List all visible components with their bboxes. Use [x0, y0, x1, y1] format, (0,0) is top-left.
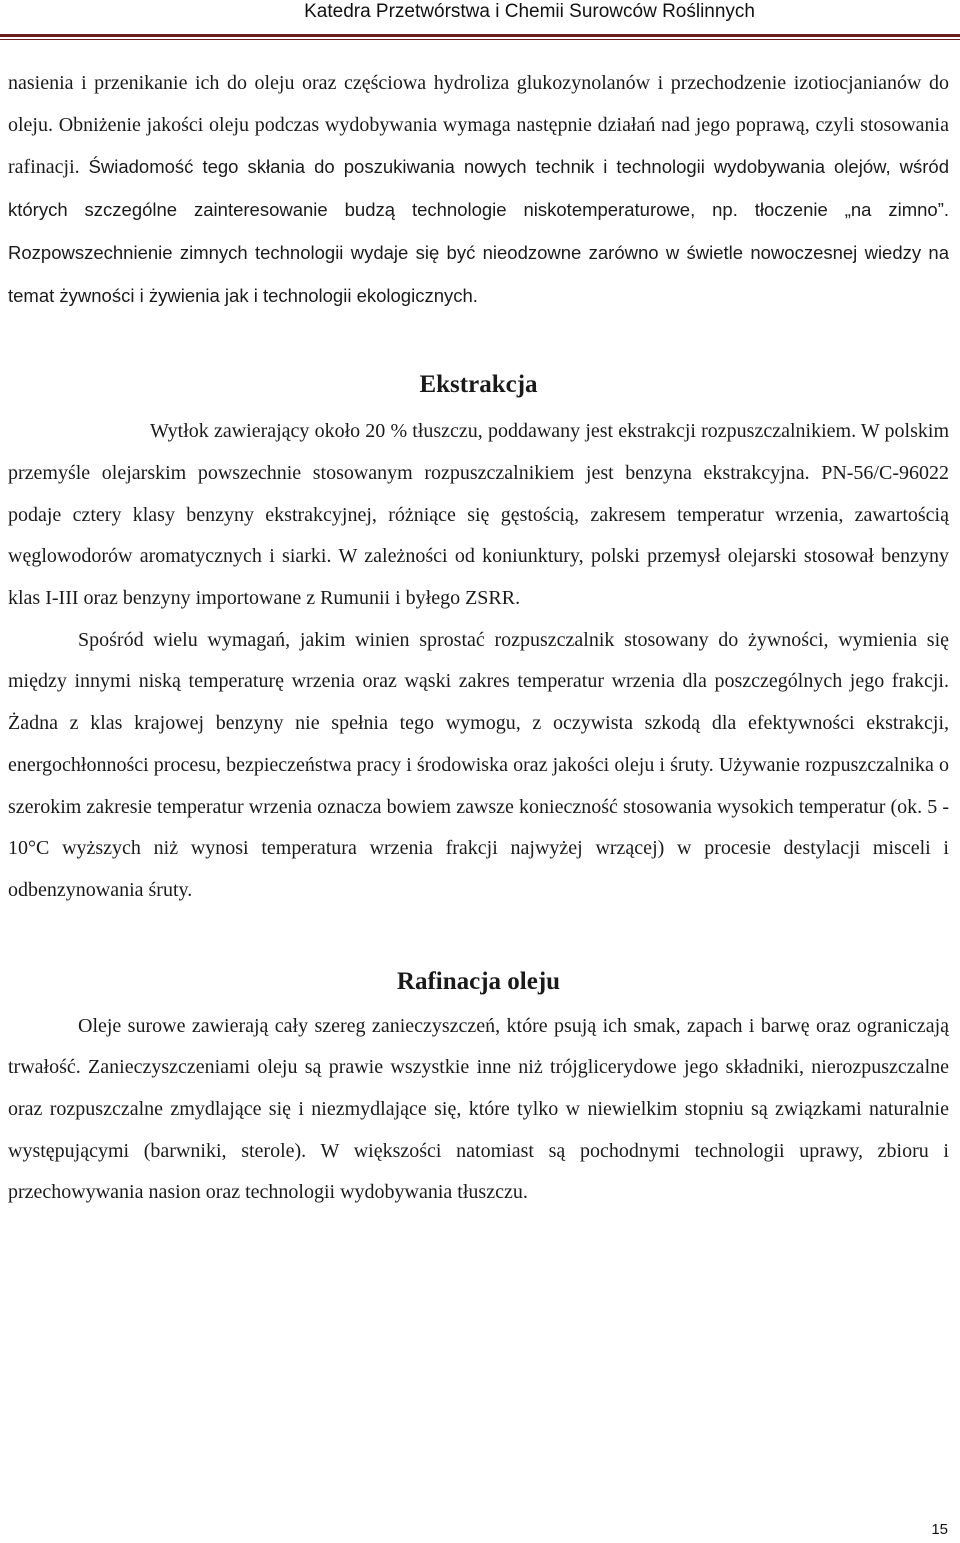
- header-title: Katedra Przetwórstwa i Chemii Surowców Roślinnych: [304, 1, 755, 22]
- rafinacja-paragraph-1: Oleje surowe zawierają cały szereg zanieczyszczeń, które psują ich smak, zapach i barwę oraz ograniczają trwałość. Zanieczyszczeniami oleju są prawie wszystkie inne niż trójglicerydowe jego składniki, nierozpuszczalne oraz rozpuszczalne zmydlające się i niezmydlające się, które tylko w niewielkim stopniu są związkami naturalnie występującymi (barwniki, sterole). W większości natomiast są pochodnymi technologii uprawy, zbioru i przechowywania nasion oraz technologii wydobywania tłuszczu.: [8, 1014, 949, 1204]
- intro-paragraph-sans: Świadomość tego skłania do poszukiwania nowych technik i technologii wydobywania olejów, wśród których szczególne zainteresowanie budzą technologie niskotemperaturowe, np. tłoczenie „na zimno”. Rozpowszechnienie zimnych technologii wydaje się być nieodzowne zarówno w świetle nowoczesnej wiedzy na temat żywności i żywienia jak i technologii ekologicznych.: [8, 156, 949, 306]
- intro-paragraph-serif: nasienia i przenikanie ich do oleju oraz częściowa hydroliza glukozynolanów i przechodzenie izotiocjanianów do oleju. Obniżenie jakości oleju podczas wydobywania wymaga następnie działań nad jego poprawą, czyli stosowania rafinacji.: [8, 72, 949, 179]
- ekstrakcja-paragraph-2: Spośród wielu wymagań, jakim winien sprostać rozpuszczalnik stosowany do żywności, wymienia się między innymi niską temperaturę wrzenia oraz wąski zakres temperatur wrzenia dla poszczególnych jego frakcji. Żadna z klas krajowej benzyny nie spełnia tego wymogu, z oczywista szkodą dla efektywności ekstrakcji, energochłonności procesu, bezpieczeństwa pracy i środowiska oraz jakości oleju i śruty. Używanie rozpuszczalnika o szerokim zakresie temperatur wrzenia oznacza bowiem zawsze konieczność stosowania wysokich temperatur (ok. 5 - 10°C wyższych niż wynosi temperatura wrzenia frakcji najwyżej wrzącej) w procesie destylacji misceli i odbenzynowania śruty.: [8, 628, 949, 901]
- header-rule-thin: [0, 39, 960, 40]
- page-header: [0, 0, 960, 36]
- ekstrakcja-paragraph-1: Wytłok zawierający około 20 % tłuszczu, poddawany jest ekstrakcji rozpuszczalnikiem. W polskim przemyśle olejarskim powszechnie stosowanym rozpuszczalnikiem jest benzyna ekstrakcyjna. PN-56/C-96022 podaje cztery klasy benzyny ekstrakcyjnej, różniące się gęstością, zakresem temperatur wrzenia, zawartością węglowodorów aromatycznych i siarki. W zależności od koniunktury, polski przemysł olejarski stosował benzyny klas I-III oraz benzyny importowane z Rumunii i byłego ZSRR.: [8, 420, 949, 610]
- intro-paragraph: [8, 63, 949, 317]
- heading-rafinacja: Rafinacja oleju: [396, 967, 561, 995]
- heading-ekstrakcja: Ekstrakcja: [419, 371, 538, 399]
- header-rule-thick: [0, 34, 960, 37]
- page-number: 15: [931, 1521, 948, 1538]
- page-content: [8, 63, 949, 1214]
